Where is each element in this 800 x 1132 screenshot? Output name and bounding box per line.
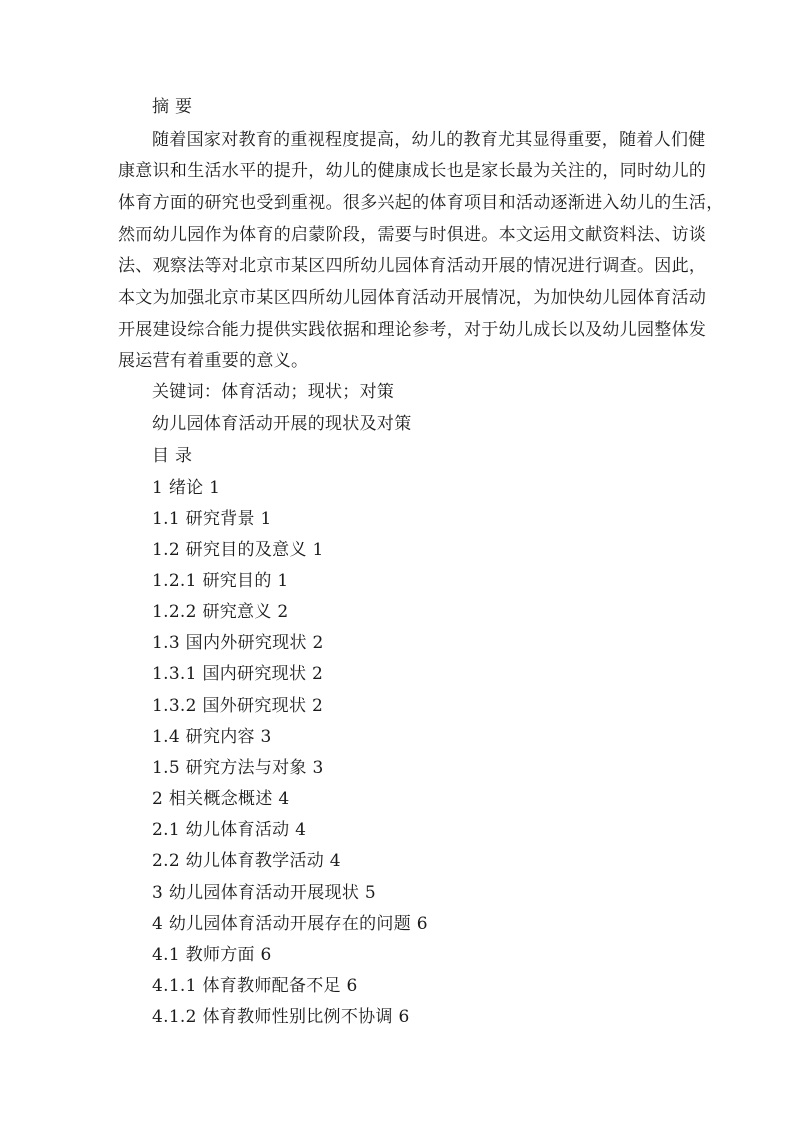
toc-entry: 2.2 幼儿体育教学活动 4 bbox=[152, 851, 341, 871]
toc-entry: 4 幼儿园体育活动开展存在的问题 6 bbox=[152, 914, 428, 934]
abstract-line-1: 随着国家对教育的重视程度提高，幼儿的教育尤其显得重要，随着人们健 bbox=[152, 130, 706, 150]
abstract-line-8: 展运营有着重要的意义。 bbox=[118, 351, 309, 371]
abstract-heading: 摘 要 bbox=[152, 97, 193, 117]
toc-entry: 4.1.1 体育教师配备不足 6 bbox=[152, 976, 358, 996]
abstract-line-6: 本文为加强北京市某区四所幼儿园体育活动开展情况，为加快幼儿园体育活动 bbox=[118, 288, 707, 308]
paper-title: 幼儿园体育活动开展的现状及对策 bbox=[152, 414, 412, 434]
keywords: 关键词：体育活动；现状；对策 bbox=[152, 382, 395, 402]
toc-heading: 目 录 bbox=[152, 446, 193, 466]
abstract-line-3: 体育方面的研究也受到重视。很多兴起的体育项目和活动逐渐进入幼儿的生活， bbox=[118, 193, 724, 213]
toc-entry: 2 相关概念概述 4 bbox=[152, 789, 290, 809]
abstract-line-5: 法、观察法等对北京市某区四所幼儿园体育活动开展的情况进行调查。因此， bbox=[118, 256, 707, 276]
toc-entry: 1.4 研究内容 3 bbox=[152, 727, 272, 747]
toc-entry: 1 绪论 1 bbox=[152, 478, 221, 498]
abstract-line-7: 开展建设综合能力提供实践依据和理论参考，对于幼儿成长以及幼儿园整体发 bbox=[118, 320, 707, 340]
toc-entry: 1.2.1 研究目的 1 bbox=[152, 571, 289, 591]
toc-entry: 1.2 研究目的及意义 1 bbox=[152, 540, 324, 560]
toc-entry: 3 幼儿园体育活动开展现状 5 bbox=[152, 883, 376, 903]
toc-entry: 1.3.1 国内研究现状 2 bbox=[152, 664, 324, 684]
toc-entry: 1.1 研究背景 1 bbox=[152, 509, 272, 529]
toc-entry: 4.1.2 体育教师性别比例不协调 6 bbox=[152, 1007, 410, 1027]
abstract-line-2: 康意识和生活水平的提升，幼儿的健康成长也是家长最为关注的，同时幼儿的 bbox=[118, 161, 707, 181]
toc-entry: 2.1 幼儿体育活动 4 bbox=[152, 820, 307, 840]
toc-entry: 1.5 研究方法与对象 3 bbox=[152, 758, 324, 778]
toc-entry: 1.2.2 研究意义 2 bbox=[152, 602, 289, 622]
toc-entry: 4.1 教师方面 6 bbox=[152, 945, 272, 965]
toc-entry: 1.3 国内外研究现状 2 bbox=[152, 633, 324, 653]
toc-entry: 1.3.2 国外研究现状 2 bbox=[152, 696, 324, 716]
abstract-line-4: 然而幼儿园作为体育的启蒙阶段，需要与时俱进。本文运用文献资料法、访谈 bbox=[118, 225, 707, 245]
